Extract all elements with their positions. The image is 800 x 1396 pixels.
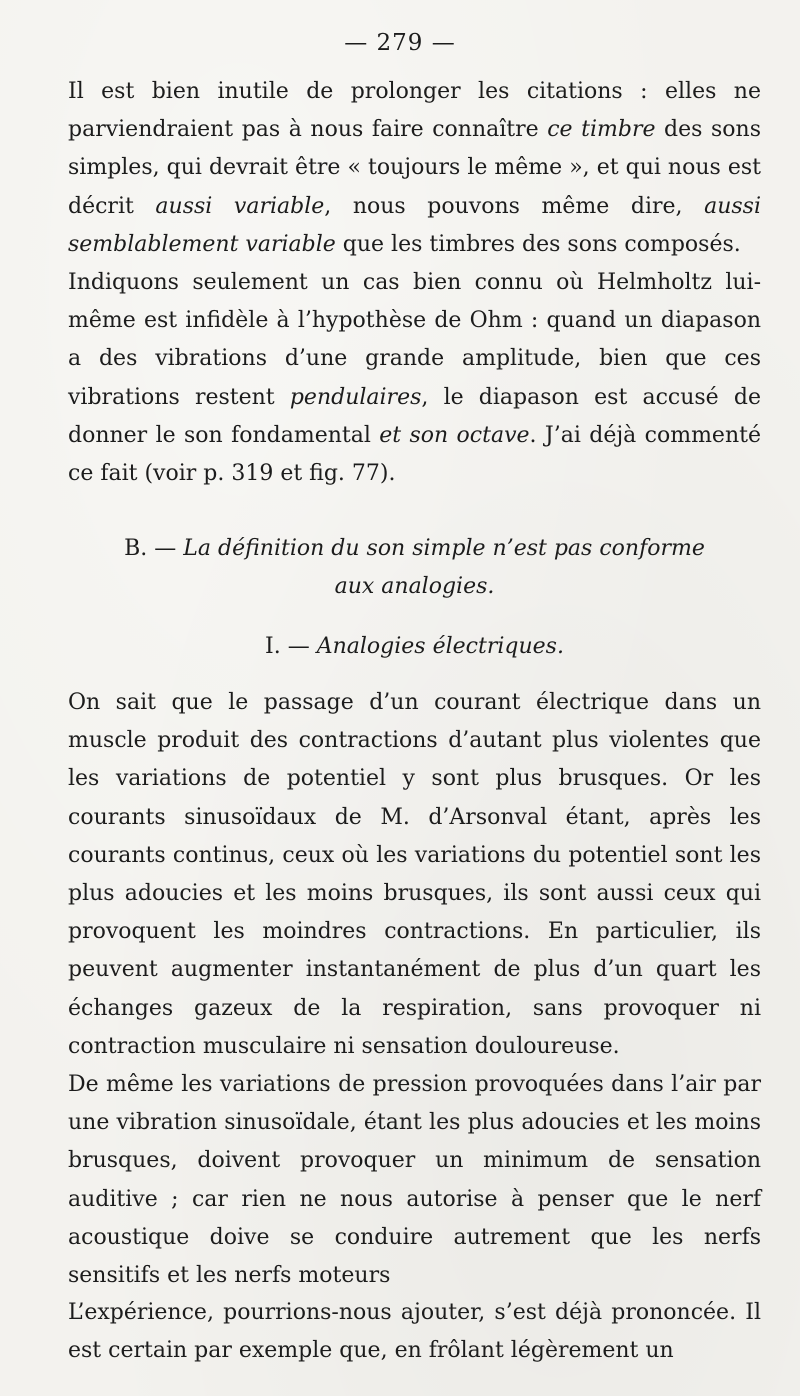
section-heading-b-text: La définition du son simple n’est pas conforme	[183, 536, 705, 561]
paragraph-body	[68, 1294, 761, 1370]
paragraph-air-pressure	[68, 1066, 761, 1295]
text-run: On sait que le passage d’un courant électrique dans un muscle produit des contractions d’autant plus violentes que les variations de potentiel y sont plus brusques. Or les courants sinusoïdaux de M. d’Arsonval étant, après les courants continus, ceux où les variations du potentiel sont les plus adoucies et les moins brusques, ils sont aussi ceux qui provoquent les moindres contractions. En particulier, ils peuvent augmenter instantanément de plus d’un quart les échanges gazeux de la respiration, sans provoquer ni contraction musculaire ni sensation douloureuse.	[68, 690, 761, 1059]
paragraph-body	[68, 1066, 761, 1295]
text-run: De même les variations de pression provoquées dans l’air par une vibration sinusoïdale, étant les plus adoucies et les moins brusques, doivent provoquer un minimum de sensation auditive ; car rien ne nous autorise à penser que le nerf acoustique doive se conduire autrement que les nerfs sensitifs et les nerfs moteurs	[68, 1072, 761, 1289]
text-run: que les timbres des sons composés.	[335, 231, 741, 257]
text-run: Il est bien inutile de prolonger les citations : elles ne parviendraient pas à nous faire connaître	[68, 79, 761, 143]
subsection-numeral: I. —	[265, 634, 310, 659]
italic-run: et son octave	[379, 422, 530, 448]
paragraph-body	[68, 264, 761, 493]
paragraph-experience	[68, 1294, 761, 1370]
text-run: Indiquons seulement un cas bien connu où Helmholtz lui-même est infidèle à l’hypothèse de Ohm : quand un diapason a des vibrations d’une grande amplitude, bien que ces vibrations restent	[68, 270, 761, 410]
paragraph-helmholtz	[68, 264, 761, 493]
paragraph-body	[68, 684, 761, 1066]
italic-run: pendulaires	[289, 384, 422, 410]
section-letter: B. —	[124, 536, 177, 561]
text-run: . J’ai déjà commenté ce fait (voir p. 319 et fig. 77).	[68, 422, 761, 487]
paragraph-body	[68, 73, 761, 264]
text-run: , le diapason est accusé de donner le son fondamental	[68, 384, 761, 448]
section-heading-b-line2: aux analogies.	[334, 574, 495, 599]
italic-run: aussi variable	[155, 193, 325, 219]
text-run: , nous pouvons même dire,	[324, 193, 705, 219]
subsection-heading-electric	[68, 628, 761, 666]
text-run: L’expérience, pourrions-nous ajouter, s’est déjà prononcée. Il est certain par exemple que, en frôlant légèrement un	[68, 1300, 761, 1364]
section-heading-b-line1	[68, 530, 761, 568]
italic-run: aussi semblablement variable	[68, 193, 761, 257]
text-run: des sons simples, qui devrait être « toujours le même », et qui nous est décrit	[68, 117, 761, 219]
paragraph-citations	[68, 73, 761, 264]
page-number: — 279 —	[344, 30, 456, 56]
italic-run: ce timbre	[547, 117, 656, 143]
section-heading-b	[68, 530, 761, 606]
paragraph-muscle-currents	[68, 684, 761, 1066]
subsection-title: Analogies électriques.	[316, 634, 564, 659]
